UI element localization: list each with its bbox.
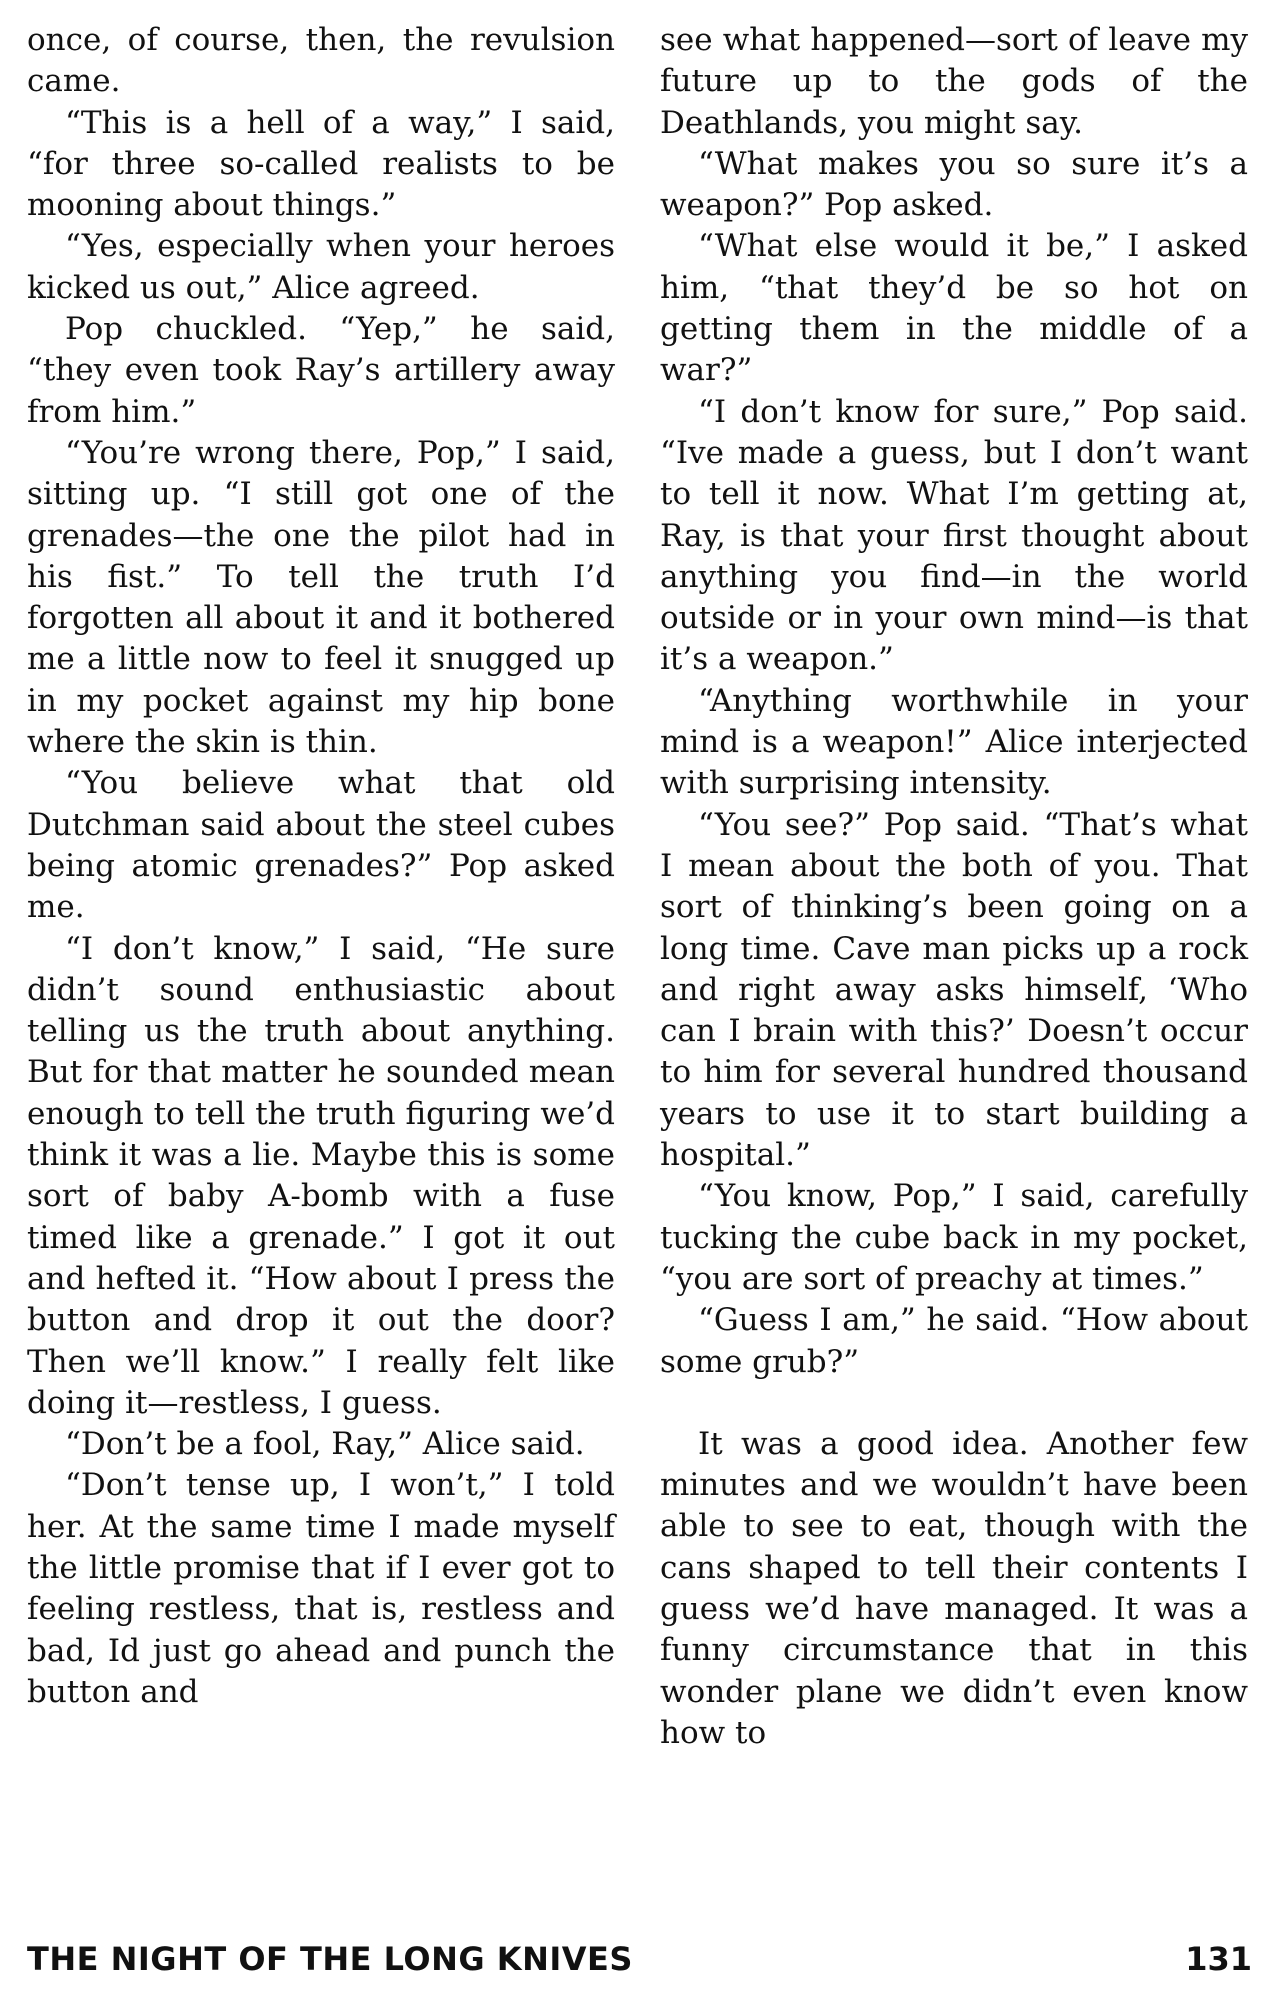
running-title: THE NIGHT OF THE LONG KNIVES (27, 1940, 633, 1978)
left-text-column (27, 20, 615, 1713)
paragraph: “Don’t tense up, I won’t,” I told her. At the same time I made myself the little promise that if I ever got to feeling restless, that is, restless and bad, Id just go ahead and punch the button and (27, 1467, 615, 1710)
paragraph: “You see?” Pop said. “That’s what I mean about the both of you. That sort of thinking’s been going on a long time. Cave man picks up a rock and right away asks himself, ‘Who can I brain with this?’ Doesn’t occur to him for several hundred thousand years to use it to start building a hospital.” (660, 806, 1248, 1174)
paragraph: “Yes, especially when your heroes kicked us out,” Alice agreed. (27, 228, 615, 306)
paragraph: “What makes you so sure it’s a weapon?” Pop asked. (660, 145, 1248, 224)
paragraph: “I don’t know,” I said, “He sure didn’t sound enthusiastic about telling us the truth about anything. But for that matter he sounded mean enough to tell the truth figuring we’d think it was a lie. Maybe this is some sort of baby A-bomb with a fuse timed like a grenade.” I got it out and hefted it. “How about I press the button and drop it out the door? Then we’ll know.” I really felt like doing it—restless, I guess. (27, 930, 615, 1421)
page-footer (27, 1940, 1252, 1984)
paragraph: “Anything worthwhile in your mind is a weapon!” Alice interjected with surprising intensity. (660, 682, 1248, 802)
paragraph: Pop chuckled. “Yep,” he said, “they even took Ray’s artillery away from him.” (27, 311, 615, 430)
paragraph: “You believe what that old Dutchman said about the steel cubes being atomic grenades?” Pop asked me. (27, 765, 615, 926)
paragraph: “You know, Pop,” I said, carefully tucking the cube back in my pocket, “you are sort of preachy at times.” (660, 1178, 1248, 1297)
paragraph: It was a good idea. Another few minutes and we wouldn’t have been able to see to eat, though with the cans shaped to tell their contents I guess we’d have managed. It was a funny circumstance that in this wonder plane we didn’t even know how to (660, 1425, 1248, 1751)
paragraph: see what happened—sort of leave my future up to the gods of the Deathlands, you might say. (660, 22, 1248, 141)
paragraph: “This is a hell of a way,” I said, “for three so-called realists to be mooning about things.” (27, 104, 615, 224)
right-text-column (660, 20, 1248, 1754)
paragraph: once, of course, then, the revulsion came. (27, 22, 615, 100)
page-number: 131 (1185, 1940, 1252, 1978)
paragraph: “You’re wrong there, Pop,” I said, sitting up. “I still got one of the grenades—the one the pilot had in his fist.” To tell the truth I’d forgotten all about it and it bothered me a little now to feel it snugged up in my pocket against my hip bone where the skin is thin. (27, 434, 615, 761)
paragraph: “Guess I am,” he said. “How about some grub?” (660, 1302, 1248, 1380)
paragraph: “Don’t be a fool, Ray,” Alice said. (65, 1426, 585, 1463)
paragraph: “I don’t know for sure,” Pop said. “Ive made a guess, but I don’t want to tell it now. What I’m getting at, Ray, is that your first thought about anything you find—in the world outside or in your own mind—is that it’s a weapon.” (660, 393, 1248, 678)
paragraph: “What else would it be,” I asked him, “that they’d be so hot on getting them in the middle of a war?” (660, 228, 1248, 389)
